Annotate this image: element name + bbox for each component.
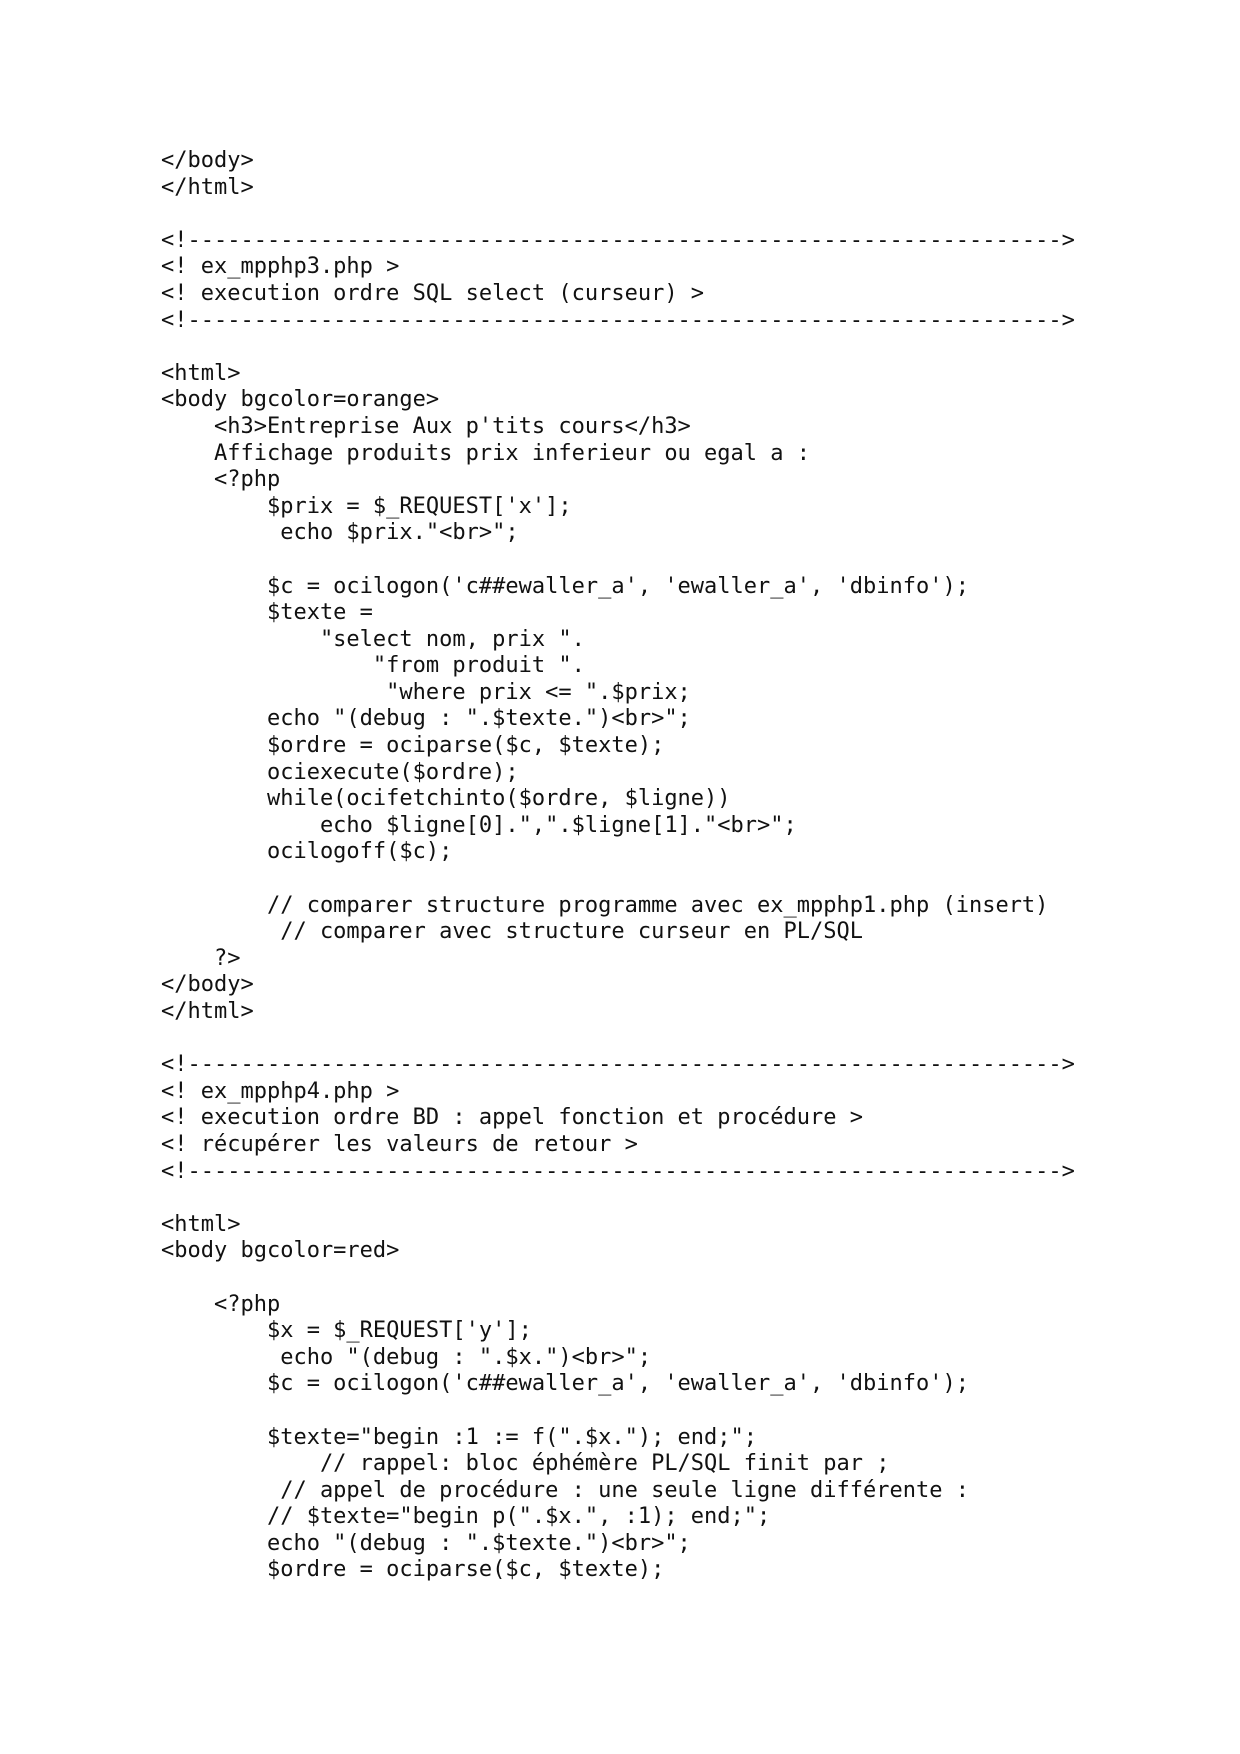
blank-line — [161, 334, 1075, 361]
comment-line: <! récupérer les valeurs de retour > — [161, 1131, 638, 1157]
code-comment-line: // appel de procédure : une seule ligne différente : — [161, 1477, 969, 1503]
code-line: echo "(debug : ".$texte.")<br>"; — [161, 1530, 691, 1556]
blank-line — [161, 547, 1075, 574]
comment-divider: <!------------------------------------------------------------------> — [161, 1158, 1075, 1184]
code-line: Affichage produits prix inferieur ou egal a : — [161, 440, 811, 466]
code-line: <body bgcolor=red> — [161, 1238, 400, 1264]
code-line: "from produit ". — [161, 653, 585, 679]
comment-line: <! ex_mpphp4.php > — [161, 1078, 400, 1104]
code-comment-line: // comparer avec structure curseur en PL/SQL — [161, 919, 863, 945]
code-line: echo "(debug : ".$texte.")<br>"; — [161, 706, 691, 732]
blank-line — [161, 1265, 1075, 1292]
code-line: </html> — [161, 999, 254, 1024]
code-line: ociexecute($ordre); — [161, 759, 519, 785]
code-line: ?> — [161, 945, 241, 971]
code-line: ocilogoff($c); — [161, 839, 453, 865]
code-comment-line: // $texte="begin p(".$x.", :1); end;"; — [161, 1504, 771, 1530]
code-line: echo $prix."<br>"; — [161, 520, 519, 546]
code-line: <html> — [161, 360, 241, 386]
code-line: <body bgcolor=orange> — [161, 387, 440, 413]
comment-line: <! ex_mpphp3.php > — [161, 254, 400, 280]
comment-divider: <!------------------------------------------------------------------> — [161, 227, 1075, 253]
blank-line — [161, 866, 1075, 893]
code-line: </html> — [161, 174, 254, 200]
code-line: $c = ocilogon('c##ewaller_a', 'ewaller_a', 'dbinfo'); — [161, 1371, 969, 1397]
code-line: <h3>Entreprise Aux p'tits cours</h3> — [161, 413, 691, 439]
code-listing — [161, 148, 1075, 1584]
code-line: $x = $_REQUEST['y']; — [161, 1318, 532, 1344]
code-line: $texte="begin :1 := f(".$x."); end;"; — [161, 1424, 758, 1450]
comment-line: <! execution ordre SQL select (curseur) > — [161, 280, 705, 306]
code-line: "select nom, prix ". — [161, 626, 585, 652]
comment-line: <! execution ordre BD : appel fonction et procédure > — [161, 1105, 863, 1131]
comment-divider: <!------------------------------------------------------------------> — [161, 307, 1075, 333]
blank-line — [161, 1398, 1075, 1425]
code-line: </body> — [161, 148, 254, 173]
code-line: <html> — [161, 1211, 241, 1237]
code-line: while(ocifetchinto($ordre, $ligne)) — [161, 786, 731, 812]
blank-line — [161, 201, 1075, 228]
code-line: $texte = — [161, 600, 373, 626]
code-line: $ordre = ociparse($c, $texte); — [161, 733, 665, 759]
code-line: echo $ligne[0].",".$ligne[1]."<br>"; — [161, 812, 797, 838]
code-line: echo "(debug : ".$x.")<br>"; — [161, 1344, 652, 1370]
code-line: </body> — [161, 972, 254, 998]
code-comment-line: // comparer structure programme avec ex_mpphp1.php (insert) — [161, 892, 1049, 918]
code-line: $prix = $_REQUEST['x']; — [161, 493, 572, 519]
code-line: <?php — [161, 467, 281, 493]
code-line: $ordre = ociparse($c, $texte); — [161, 1557, 665, 1583]
code-comment-line: // rappel: bloc éphémère PL/SQL finit par ; — [161, 1451, 890, 1477]
code-line: $c = ocilogon('c##ewaller_a', 'ewaller_a', 'dbinfo'); — [161, 573, 969, 599]
code-line: "where prix <= ".$prix; — [161, 679, 691, 705]
blank-line — [161, 1185, 1075, 1212]
code-line: <?php — [161, 1291, 281, 1317]
comment-divider: <!------------------------------------------------------------------> — [161, 1052, 1075, 1078]
blank-line — [161, 1026, 1075, 1053]
